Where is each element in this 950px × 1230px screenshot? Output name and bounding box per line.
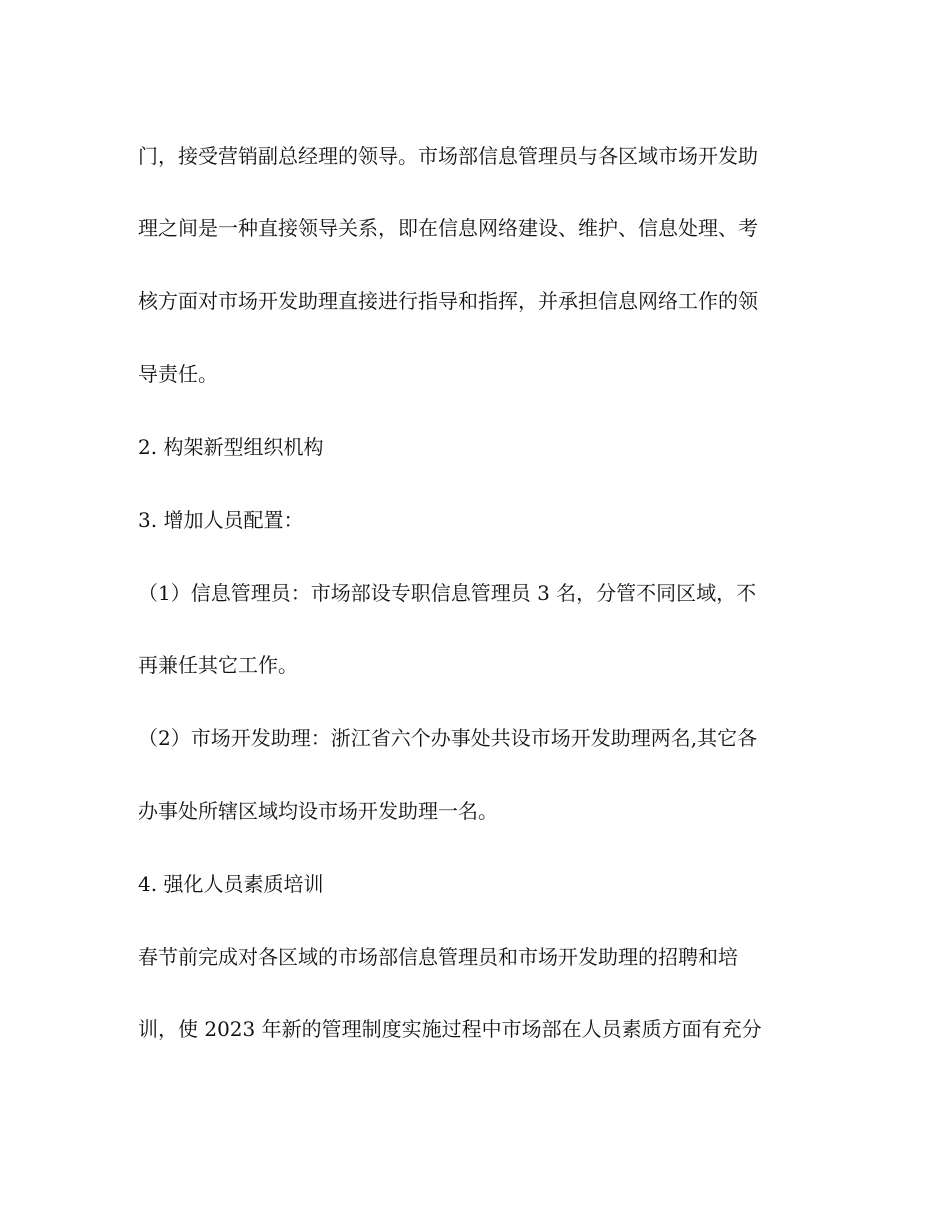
paragraph-line: 训，使 2023 年新的管理制度实施过程中市场部在人员素质方面有充分	[138, 1017, 762, 1041]
paragraph-line: 门，接受营销副总经理的领导。市场部信息管理员与各区域市场开发助	[138, 144, 758, 168]
paragraph-line: 理之间是一种直接领导关系，即在信息网络建设、维护、信息处理、考	[138, 216, 758, 240]
paragraph-line: 导责任。	[138, 362, 218, 386]
list-item: （1）信息管理员：市场部设专职信息管理员 3 名，分管不同区域，不	[138, 581, 757, 605]
list-item-continuation: 办事处所辖区域均设市场开发助理一名。	[138, 799, 498, 823]
section-heading: 2. 构架新型组织机构	[138, 435, 324, 459]
list-item-continuation: 再兼任其它工作。	[138, 653, 298, 677]
list-item: （2）市场开发助理：浙江省六个办事处共设市场开发助理两名,其它各	[138, 726, 758, 750]
section-heading: 4. 强化人员素质培训	[138, 872, 324, 896]
paragraph-line: 春节前完成对各区域的市场部信息管理员和市场开发助理的招聘和培	[138, 945, 738, 969]
paragraph-line: 核方面对市场开发助理直接进行指导和指挥，并承担信息网络工作的领	[138, 289, 758, 313]
section-heading: 3. 增加人员配置：	[138, 508, 304, 532]
